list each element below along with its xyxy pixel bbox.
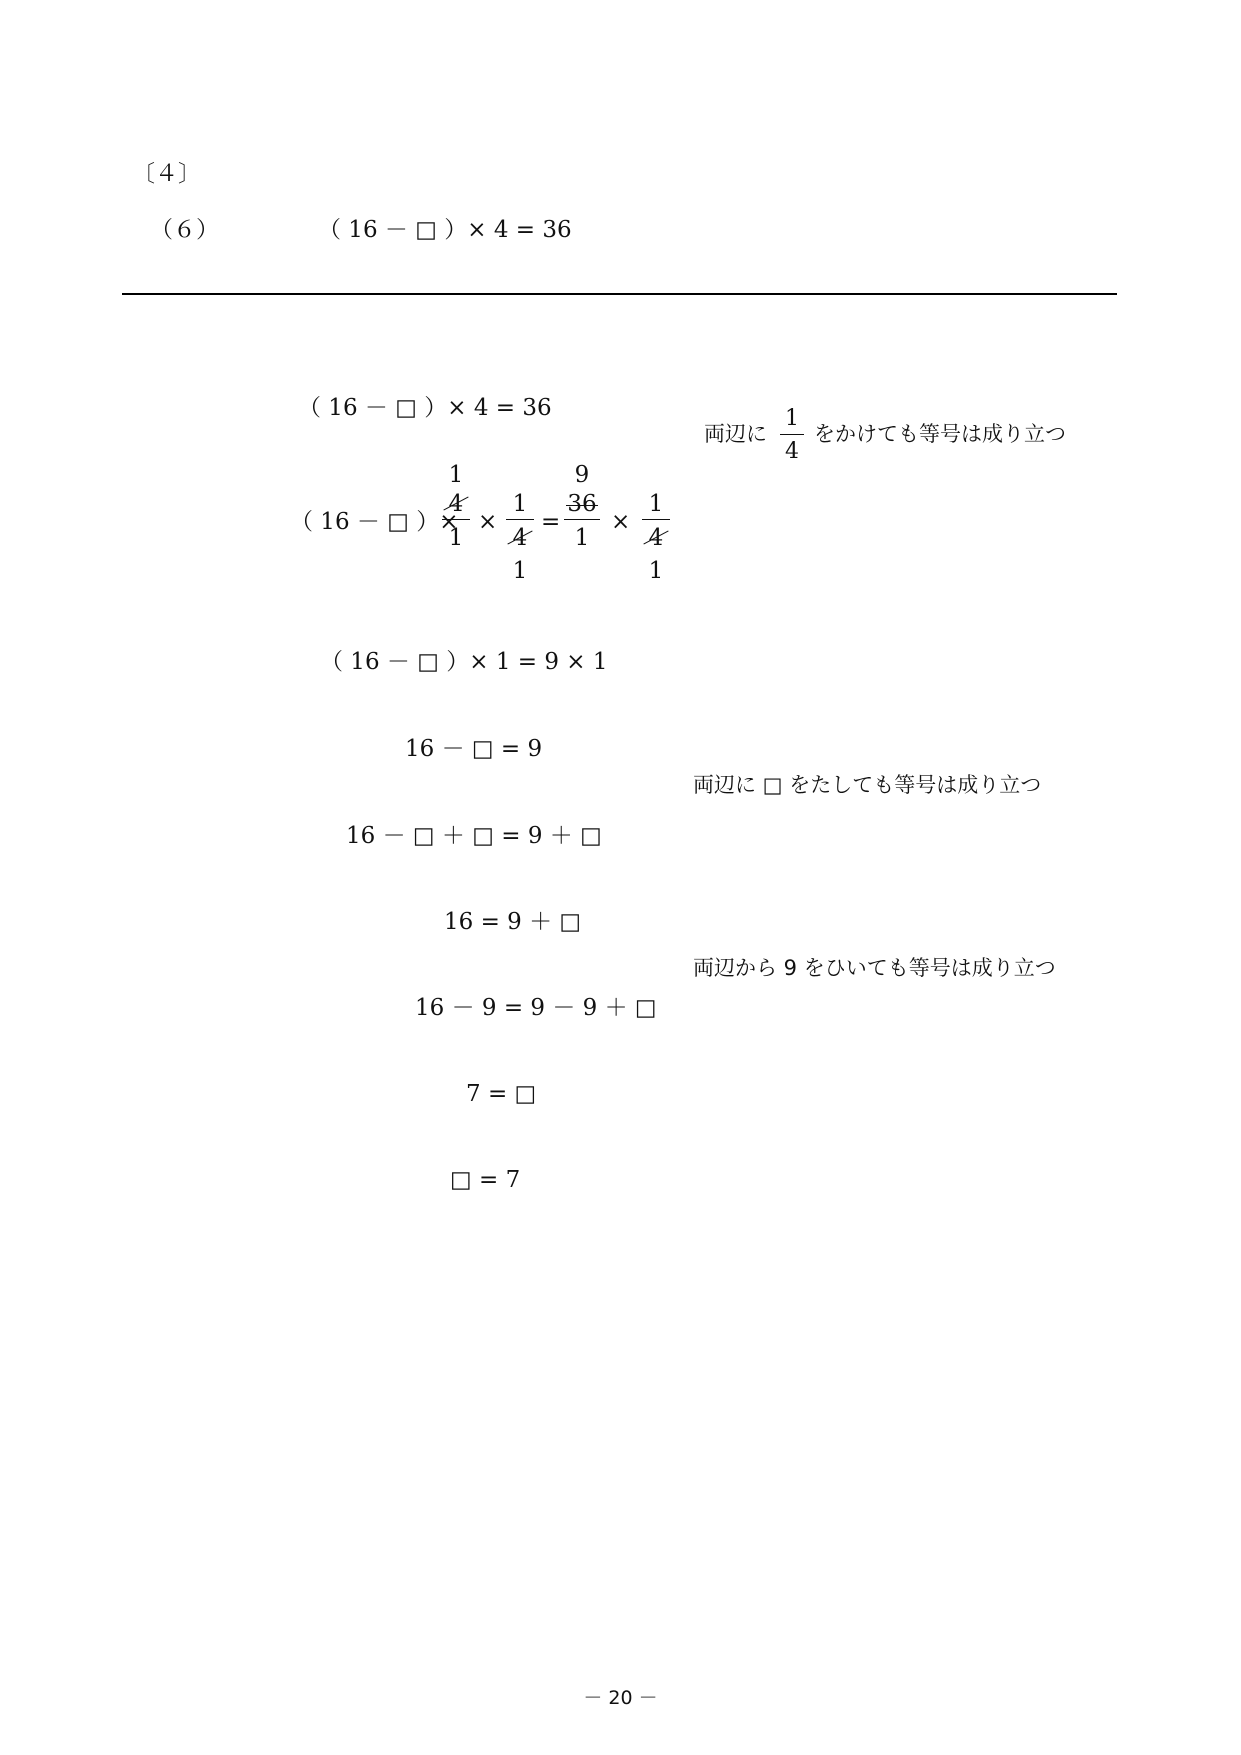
step-5: 16 － □ ＋ □ = 9 ＋ □ (346, 823, 602, 849)
problem-number: （６） (150, 217, 219, 243)
frac4-denominator: 4 (648, 525, 664, 551)
step-2-lhs: （ 16 － □ ）× (290, 509, 459, 535)
frac2-denominator: 4 (512, 525, 528, 551)
frac1-cancel-top: 1 (448, 462, 464, 488)
note-2: 両辺に □ をたしても等号は成り立つ (693, 773, 1042, 797)
note-1-frac-bar (780, 434, 804, 435)
step-6: 16 = 9 ＋ □ (444, 909, 582, 935)
frac1-bar (442, 519, 470, 520)
frac2-bar (506, 519, 534, 520)
step-8: 7 = □ (466, 1081, 537, 1107)
step-1: （ 16 － □ ）× 4 = 36 (298, 395, 552, 421)
frac3-bar (564, 519, 600, 520)
frac3-strike (566, 505, 598, 506)
step-2-equals: = (541, 509, 561, 535)
step-4: 16 － □ = 9 (405, 736, 543, 762)
step-7: 16 － 9 = 9 － 9 ＋ □ (415, 995, 657, 1021)
note-1-suffix: をかけても等号は成り立つ (814, 422, 1066, 446)
frac3-denominator: 1 (574, 525, 590, 551)
frac3-cancel-top: 9 (574, 462, 590, 488)
frac1-denominator: 1 (448, 525, 464, 551)
note-1-prefix: 両辺に (704, 422, 767, 446)
frac4-cancel-bottom: 1 (648, 558, 664, 584)
step-2-times-2: × (611, 509, 631, 535)
note-3: 両辺から 9 をひいても等号は成り立つ (693, 956, 1056, 980)
page-number: － 20 － (583, 1687, 658, 1709)
divider-line (122, 293, 1117, 295)
frac2-numerator: 1 (512, 491, 528, 517)
step-9-answer: □ = 7 (450, 1167, 521, 1193)
frac2-cancel-bottom: 1 (512, 558, 528, 584)
problem-statement: （ 16 － □ ）× 4 = 36 (318, 217, 572, 243)
note-1-frac-den: 4 (785, 439, 799, 464)
section-label: 〔４〕 (132, 161, 201, 187)
frac4-bar (642, 519, 670, 520)
step-2-times-1: × (478, 509, 498, 535)
frac4-numerator: 1 (648, 491, 664, 517)
note-1-frac-num: 1 (785, 406, 799, 431)
step-3: （ 16 － □ ）× 1 = 9 × 1 (320, 649, 608, 675)
frac3-numerator: 36 (567, 491, 597, 517)
frac1-numerator: 4 (448, 491, 464, 517)
